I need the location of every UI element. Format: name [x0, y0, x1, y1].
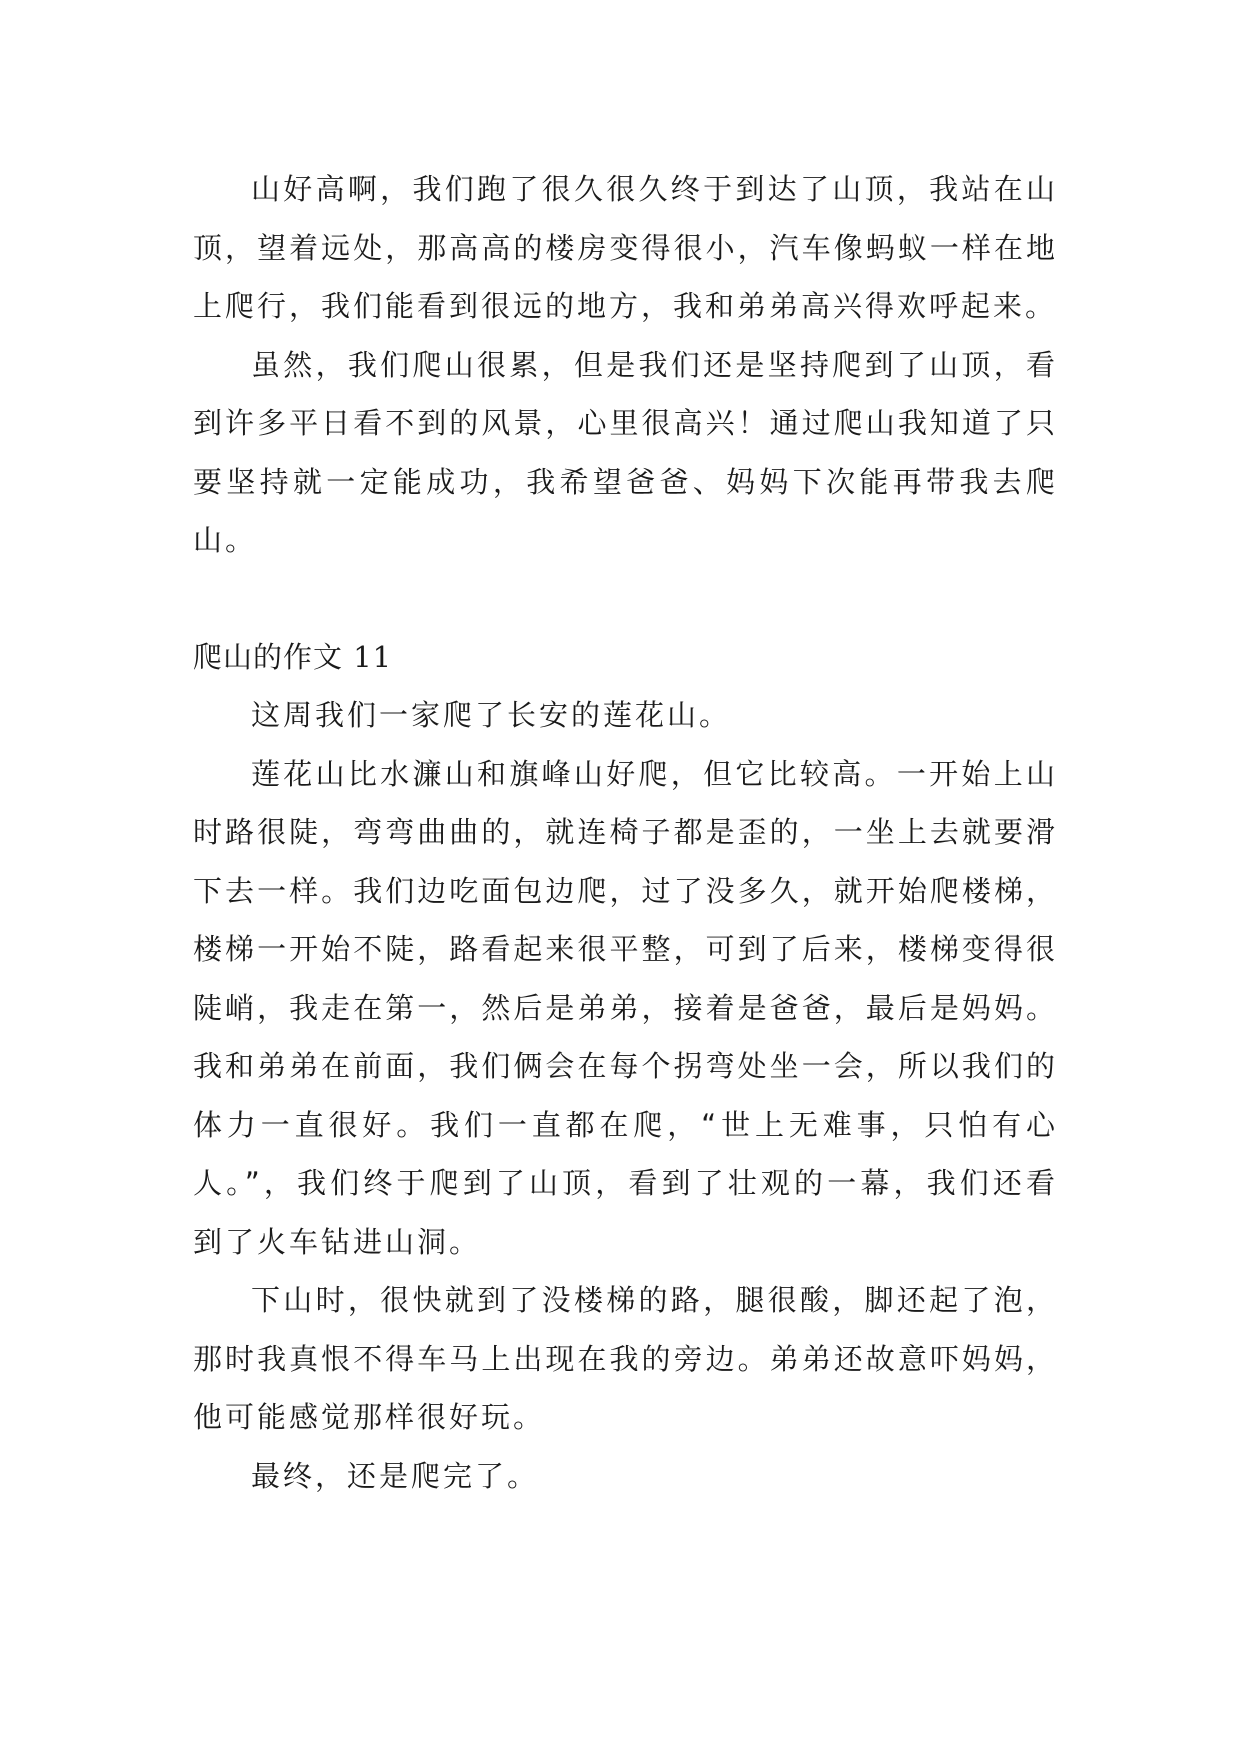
paragraph: 这周我们一家爬了长安的莲花山。: [251, 698, 732, 732]
paragraph: 最终，还是爬完了。: [251, 1458, 540, 1493]
essay-heading: 爬山的作文 11: [193, 639, 393, 674]
document-body: [193, 160, 1058, 1505]
paragraph: 虽然，我们爬山很累，但是我们还是坚持爬到了山顶，看到许多平日看不到的风景，心里很高兴！通过爬山我知道了只要坚持就一定能成功，我希望爸爸、妈妈下次能再带我去爬山。: [193, 347, 1058, 557]
section-gap: [193, 570, 1058, 628]
paragraph: 山好高啊，我们跑了很久很久终于到达了山顶，我站在山顶，望着远处，那高高的楼房变得很小，汽车像蚂蚁一样在地上爬行，我们能看到很远的地方，我和弟弟高兴得欢呼起来。: [193, 172, 1058, 323]
paragraph: 莲花山比水濂山和旗峰山好爬，但它比较高。一开始上山时路很陡，弯弯曲曲的，就连椅子都是歪的，一坐上去就要滑下去一样。我们边吃面包边爬，过了没多久，就开始爬楼梯，楼梯一开始不陡，路看起来很平整，可到了后来，楼梯变得很陡峭，我走在第一，然后是弟弟，接着是爸爸，最后是妈妈。我和弟弟在前面，我们俩会在每个拐弯处坐一会，所以我们的体力一直很好。我们一直都在爬，“世上无难事，只怕有心人。”，我们终于爬到了山顶，看到了壮观的一幕，我们还看到了火车钻进山洞。: [193, 756, 1058, 1259]
paragraph: 下山时，很快就到了没楼梯的路，腿很酸，脚还起了泡，那时我真恨不得车马上出现在我的旁边。弟弟还故意吓妈妈，他可能感觉那样很好玩。: [193, 1283, 1058, 1434]
